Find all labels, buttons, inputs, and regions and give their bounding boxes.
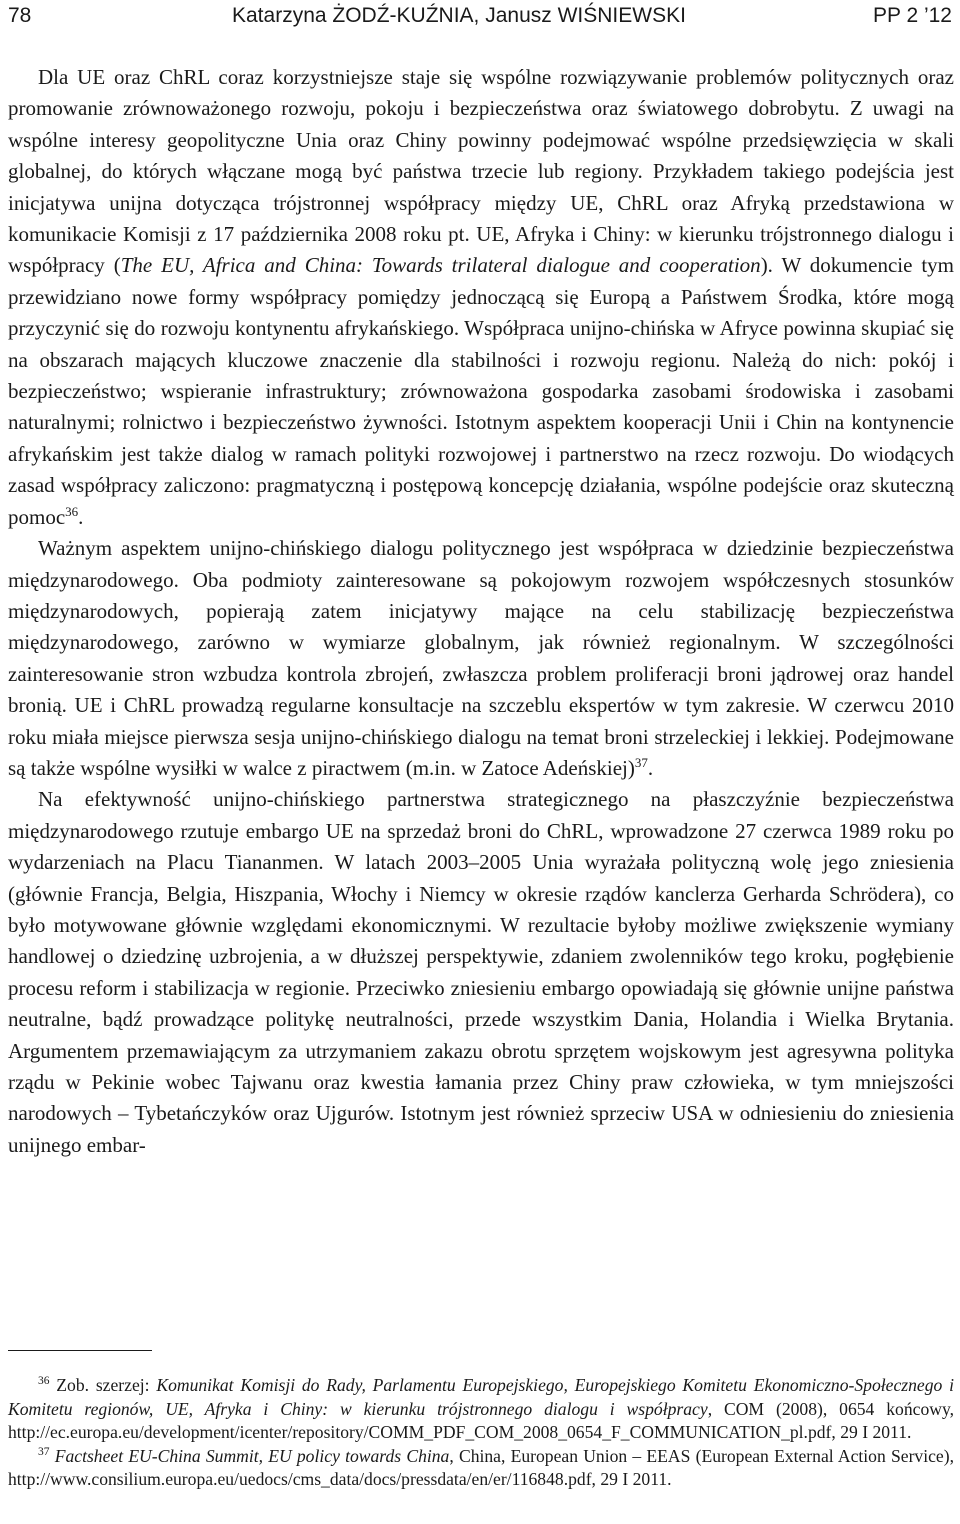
paragraph-text: . (647, 755, 654, 780)
footnote (8, 1374, 954, 1445)
paragraph (8, 533, 954, 784)
paragraph (8, 62, 954, 533)
paragraph-text: . (78, 504, 84, 529)
footnotes (8, 1374, 954, 1492)
footnote-rest: , China, European Union – EEAS (European External Action Service), http://www.consilium.europa.eu/uedocs/cms_data/docs/pressdata/en/er/116848.pdf, 29 I 2011. (8, 1445, 954, 1489)
paragraph (8, 784, 954, 1161)
page-number: 78 (8, 4, 32, 27)
main-text (8, 62, 954, 1161)
footnote-separator (8, 1350, 152, 1351)
paragraph-text: Ważnym aspektem unijno-chińskiego dialogu politycznego jest współpraca w dziedzinie bezpieczeństwa międzynarodowego. Oba podmioty zainteresowane są pokojowym rozwojem współczesnych stosunków międzynarodowych, popierają zatem inicjatywy mające na celu stabilizację bezpieczeństwa międzynarodowego, zarówno w wymiarze globalnym, jak również regionalnym. W szczególności zainteresowanie stron wzbudza kontrola zbrojeń, zwłaszcza problem proliferacji broni jądrowej oraz handel bronią. UE i ChRL prowadzą regularne konsultacje na szczeblu ekspertów w tym zakresie. W czerwcu 2010 roku miała miejsce pierwsza sesja unijno-chińskiego dialogu na temat broni strzeleckiej i lekkiej. Podejmowane są także wspólne wysiłki w walce z piractwem (m.in. w Zatoce Adeńskiej) (8, 536, 954, 780)
paragraph-text: Dla UE oraz ChRL coraz korzystniejsze staje się wspólne rozwiązywanie problemów politycznych oraz promowanie zrównoważonego rozwoju, pokoju i bezpieczeństwa oraz światowego dobrobytu. Z uwagi na wspólne interesy geopolityczne Unia oraz Chiny powinny podejmować wspólne przedsięwzięcia w skali globalnej, do których włączane mogą być państwa trzecie lub regiony. Przykładem takiego podejścia jest inicjatywa unijna dotycząca trójstronnej współpracy między UE, ChRL oraz Afryką przedstawiona w komunikacie Komisji z 17 października 2008 roku pt. UE, Afryka i Chiny: w kierunku trójstronnego dialogu i współpracy ( (8, 65, 954, 278)
footnote-number: 36 (38, 1375, 50, 1387)
footnote-lead: Zob. szerzej: (56, 1375, 157, 1395)
authors: Katarzyna ŻODŹ-KUŹNIA, Janusz WIŚNIEWSKI (232, 4, 686, 27)
footnote-title: Komunikat Komisji do Rady, Parlamentu Europejskiego, Europejskiego Komitetu Ekonomiczno-Społecznego i Komitetu regionów, UE, Afryka i Chiny: w kierunku trójstronnego dialogu i współpracy (8, 1375, 954, 1419)
document-title-italic: The EU, Africa and China: Towards trilateral dialogue and cooperation (120, 253, 761, 278)
footnote (8, 1445, 954, 1492)
paragraph-text: Na efektywność unijno-chińskiego partnerstwa strategicznego na płaszczyźnie bezpieczeństwa międzynarodowego rzutuje embargo UE na sprzedaż broni do ChRL, wprowadzone 27 czerwca 1989 roku po wydarzeniach na Placu Tiananmen. W latach 2003–2005 Unia wyrażała polityczną wolę jego zniesienia (głównie Francja, Belgia, Hiszpania, Włochy i Niemcy w okresie rządów kanclerza Gerharda Schrödera), co było motywowane głównie względami ekonomicznymi. W rezultacie byłoby możliwe zwiększenie wymiany handlowej o dziedzinę uzbrojenia, a w dłuższej perspektywie, zdaniem zwolenników tego kroku, pogłębienie procesu reform i stabilizacja w regionie. Przeciwko zniesieniu embargo opowiadają się głównie unijne państwa neutralne, bądź prowadzące politykę neutralności, przede wszystkim Dania, Holandia i Wielka Brytania. Argumentem przemawiającym za utrzymaniem zakazu obrotu sprzętem wojskowym jest agresywna polityka rządu w Pekinie wobec Tajwanu oraz kwestia łamania przez Chiny praw człowieka, w tym mniejszości narodowych – Tybetańczyków oraz Ujgurów. Istotnym jest również sprzeciw USA w odniesieniu do zniesienia unijnego embar- (8, 787, 954, 1157)
paragraph-text: ). W dokumencie tym przewidziano nowe formy współpracy pomiędzy jednoczącą się Europą a Państwem Środka, które mogą przyczynić się do rozwoju kontynentu afrykańskiego. Współpraca unijno-chińska w Afryce powinna skupiać się na obszarach mających kluczowe znaczenie dla stabilności i rozwoju regionu. Należą do nich: pokój i bezpieczeństwo; wspieranie infrastruktury; zrównoważona gospodarka zasobami środowiska i zasobami naturalnymi; rolnictwo i bezpieczeństwo żywności. Istotnym aspektem kooperacji Unii i Chin na kontynencie afrykańskim jest także dialog w ramach polityki rozwojowej i partnerstwo na rzecz rozwoju. Do wiodących zasad współpracy zaliczono: pragmatyczną i postępową koncepcję działania, wspólne podejście oraz skuteczną pomoc (8, 253, 955, 529)
footnote-number: 37 (38, 1445, 50, 1458)
journal-issue: PP 2 ’12 (872, 4, 952, 27)
footnote-ref: 37 (634, 754, 648, 770)
footnote-title: Factsheet EU-China Summit, EU policy towards China (54, 1445, 450, 1466)
running-header (8, 4, 952, 34)
footnote-ref: 36 (65, 503, 79, 519)
footnote-rest: , COM (2008), 0654 końcowy, http://ec.europa.eu/development/icenter/repository/COMM_PDF_COM_2008_0654_F_COMMUNICATION_pl.pdf, 29 I 2011. (8, 1398, 955, 1442)
